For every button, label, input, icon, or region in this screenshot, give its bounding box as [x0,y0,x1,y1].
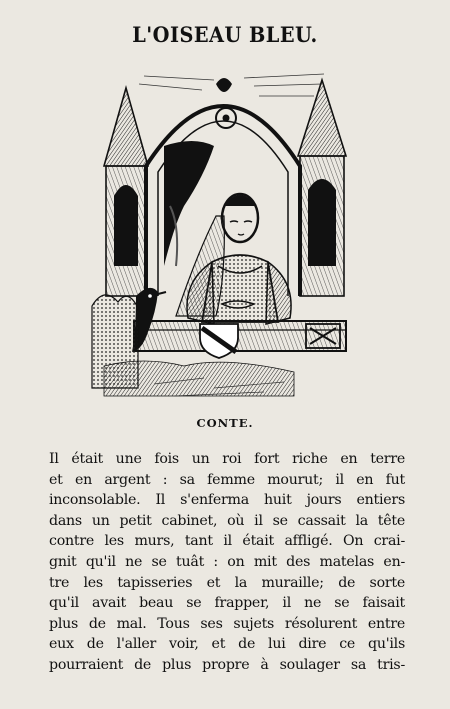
text-line: eux de l'aller voir, et de lui dire ce qu'ils [49,636,405,653]
woodcut-illustration [84,66,364,406]
page-title: L'OISEAU BLEU. [132,22,318,47]
section-subtitle: CONTE. [196,416,254,430]
text-line: contre les murs, tant il était affligé. On crai- [49,533,405,550]
text-line: plus de mal. Tous ses sujets résolurent entre [49,615,405,632]
text-line: et en argent : sa femme mourut; il en fut [49,471,405,488]
text-line: Il était une fois un roi fort riche en terre [49,451,405,467]
text-line: inconsolable. Il s'enferma huit jours entiers [49,492,405,509]
text-line: qu'il avait beau se frapper, il ne se faisait [49,595,405,612]
text-line: tre les tapisseries et la muraille; de sorte [49,574,405,591]
story-paragraph [49,449,405,676]
text-line: pourraient de plus propre à soulager sa tris- [49,656,405,673]
text-line: dans un petit cabinet, où il se cassait la tête [49,512,405,529]
text-line: gnit qu'il ne se tuât : on mit des matelas en- [49,553,405,570]
